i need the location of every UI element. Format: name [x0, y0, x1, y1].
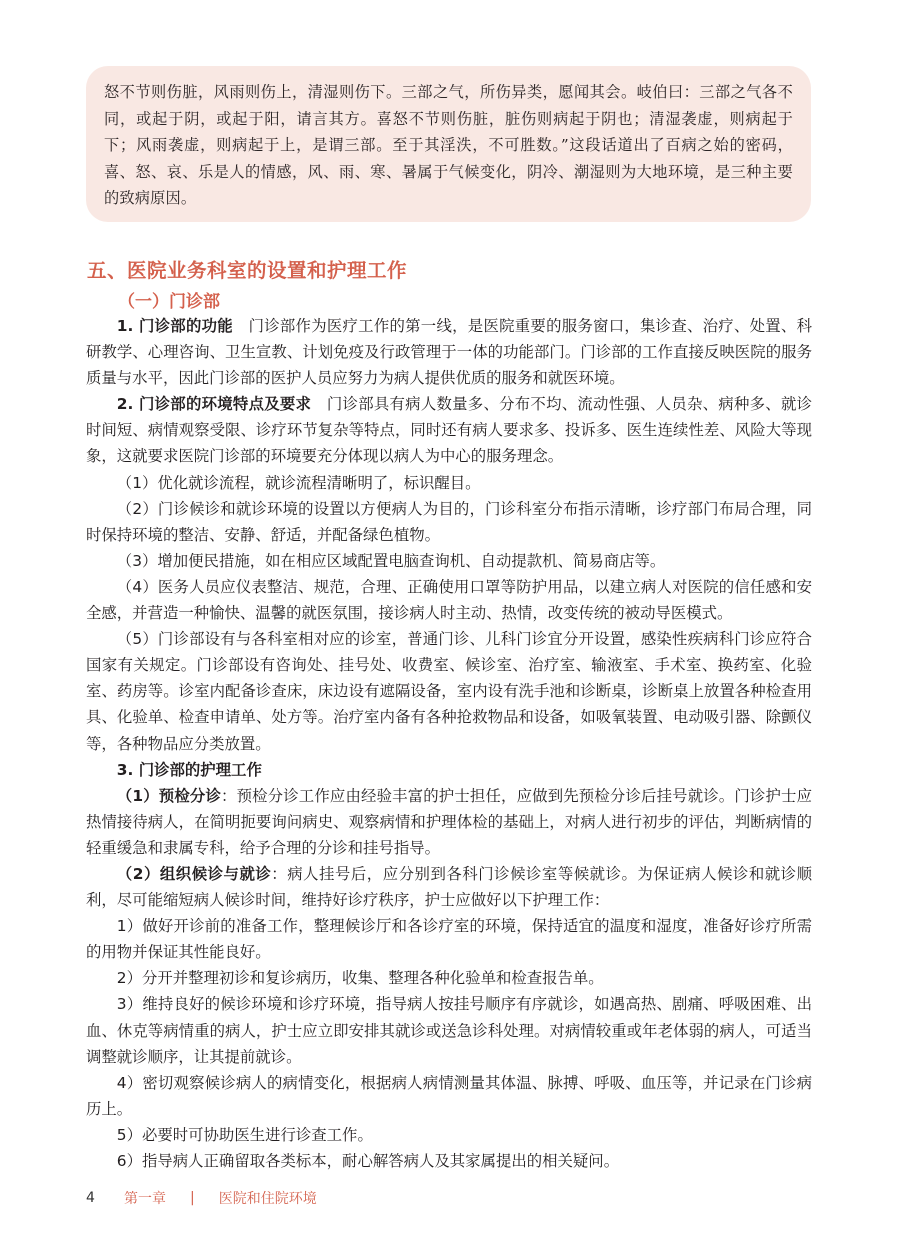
paragraph-text: 门诊部具有病人数量多、分布不均、流动性强、人员杂、病种多、就诊时间短、病情观察受限、诊疗环节复杂等特点，同时还有病人要求多、投诉多、医生连续性差、风险大等现象，这就要求医院门诊部的环境要充分体现以病人为中心的服务理念。	[86, 395, 812, 466]
paragraph	[86, 783, 812, 861]
paragraph-lead: 1. 门诊部的功能	[116, 317, 233, 335]
chapter-label: 第一章	[124, 1191, 166, 1207]
footer-separator: |	[190, 1190, 195, 1206]
paragraph-text: 1）做好开诊前的准备工作，整理候诊厅和各诊疗室的环境，保持适宜的温度和湿度，准备好诊疗所需的用物并保证其性能良好。	[86, 917, 812, 962]
paragraph-text: ：病人挂号后，应分别到各科门诊候诊室等候就诊。为保证病人候诊和就诊顺利，尽可能缩短病人候诊时间，维持好诊疗秩序，护士应做好以下护理工作：	[86, 864, 812, 910]
paragraph	[86, 470, 812, 496]
paragraph-text: 6）指导病人正确留取各类标本，耐心解答病人及其家属提出的相关疑问。	[116, 1152, 620, 1170]
paragraph	[86, 757, 812, 783]
paragraph-text: 4）密切观察候诊病人的病情变化，根据病人病情测量其体温、脉搏、呼吸、血压等，并记录在门诊病历上。	[86, 1073, 812, 1118]
paragraph	[86, 965, 812, 991]
paragraph-text: （1）优化就诊流程，就诊流程清晰明了，标识醒目。	[116, 473, 481, 492]
paragraph-text: （3）增加便民措施，如在相应区域配置电脑查询机、自动提款机、简易商店等。	[116, 551, 666, 570]
paragraph-lead: 2. 门诊部的环境特点及要求	[116, 395, 312, 414]
body-text	[86, 313, 812, 1174]
quote-text: 怒不节则伤脏，风雨则伤上，清湿则伤下。三部之气，所伤异类，愿闻其会。岐伯曰：三部之气各不同，或起于阴，或起于阳，请言其方。喜怒不节则伤脏，脏伤则病起于阴也；清湿袭虚，则病起于下；风雨袭虚，则病起于上，是谓三部。至于其淫泆，不可胜数。”这段话道出了百病之始的密码，喜、怒、哀、乐是人的情感，风、雨、寒、暑属于气候变化，阴冷、潮湿则为大地环境，是三种主要的致病原因。	[104, 83, 793, 208]
paragraph-text: （5）门诊部设有与各科室相对应的诊室，普通门诊、儿科门诊宜分开设置，感染性疾病科门诊应符合国家有关规定。门诊部设有咨询处、挂号处、收费室、候诊室、治疗室、输液室、手术室、换药室、化验室、药房等。诊室内配备诊查床，床边设有遮隔设备，室内设有洗手池和诊断桌，诊断桌上放置各种检查用具、化验单、检查申请单、处方等。治疗室内备有各种抢救物品和设备，如吸氧装置、电动吸引器、除颤仪等，各种物品应分类放置。	[86, 630, 812, 753]
section-title: 五、医院业务科室的设置和护理工作	[87, 259, 408, 282]
paragraph-text: 5）必要时可协助医生进行诊查工作。	[116, 1125, 373, 1144]
paragraph	[86, 861, 812, 913]
paragraph-text: （4）医务人员应仪表整洁、规范，合理、正确使用口罩等防护用品，以建立病人对医院的信任感和安全感，并营造一种愉快、温馨的就医氛围，接诊病人时主动、热情，改变传统的被动导医模式。	[86, 577, 812, 623]
paragraph-lead: （1）预检分诊	[116, 786, 222, 805]
paragraph-lead: （2）组织候诊与就诊	[116, 864, 272, 883]
subsection-title: （一）门诊部	[118, 292, 220, 312]
paragraph	[86, 1070, 812, 1122]
paragraph	[86, 626, 812, 756]
paragraph	[86, 1148, 812, 1174]
paragraph	[86, 548, 812, 574]
paragraph-text: ：预检分诊工作应由经验丰富的护士担任，应做到先预检分诊后挂号就诊。门诊护士应热情接待病人，在简明扼要询问病史、观察病情和护理体检的基础上，对病人进行初步的评估，判断病情的轻重缓急和隶属专科，给予合理的分诊和挂号指导。	[86, 786, 812, 857]
paragraph	[86, 574, 812, 626]
paragraph	[86, 313, 812, 391]
quote-box	[86, 66, 811, 222]
paragraph	[86, 391, 812, 469]
paragraph	[86, 496, 812, 548]
page-footer	[86, 1188, 317, 1208]
chapter-title: 医院和住院环境	[218, 1191, 317, 1207]
paragraph-lead: 3. 门诊部的护理工作	[116, 760, 262, 779]
paragraph-text: 2）分开并整理初诊和复诊病历，收集、整理各种化验单和检查报告单。	[116, 969, 604, 988]
paragraph-text: 门诊部作为医疗工作的第一线，是医院重要的服务窗口，集诊查、治疗、处置、科研教学、心理咨询、卫生宣教、计划免疫及行政管理于一体的功能部门。门诊部的工作直接反映医院的服务质量与水平，因此门诊部的医护人员应努力为病人提供优质的服务和就医环境。	[86, 317, 812, 388]
paragraph-text: （2）门诊候诊和就诊环境的设置以方便病人为目的，门诊科室分布指示清晰，诊疗部门布局合理，同时保持环境的整洁、安静、舒适，并配备绿色植物。	[86, 499, 812, 544]
paragraph	[86, 913, 812, 965]
paragraph	[86, 991, 812, 1069]
paragraph	[86, 1122, 812, 1148]
paragraph-text: 3）维持良好的候诊环境和诊疗环境，指导病人按挂号顺序有序就诊，如遇高热、剧痛、呼吸困难、出血、休克等病情重的病人，护士应立即安排其就诊或送急诊科处理。对病情较重或年老体弱的病人，可适当调整就诊顺序，让其提前就诊。	[86, 995, 812, 1066]
page-number: 4	[86, 1190, 95, 1206]
